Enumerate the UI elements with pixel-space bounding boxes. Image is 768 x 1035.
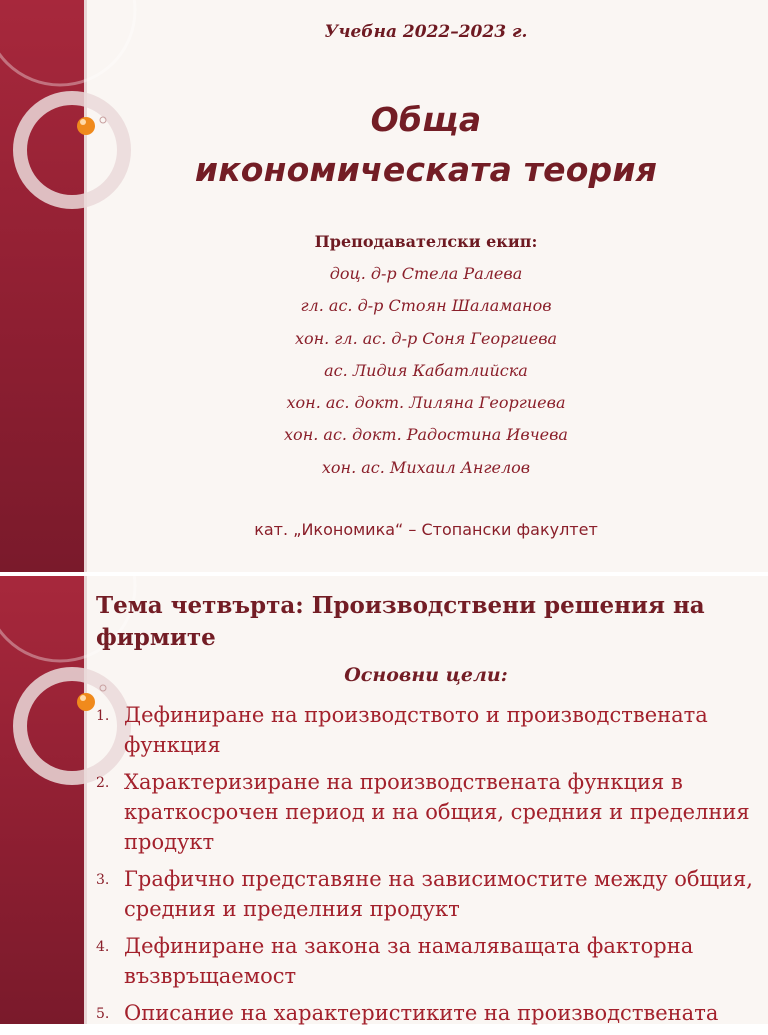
goal-text: Характеризиране на производствената функция в краткосрочен период и на общия, средния и пределния продукт — [124, 770, 750, 854]
team-member: гл. ас. д-р Стоян Шаламанов — [300, 296, 552, 316]
course-title-line-2: икономическата теория — [194, 150, 658, 189]
goal-text: Дефиниране на закона за намаляващата факторна възвръщаемост — [124, 934, 694, 988]
goals-heading: Основни цели: — [344, 664, 508, 686]
goal-item — [96, 700, 756, 760]
team-member: хон. ас. докт. Радостина Ивчева — [284, 425, 568, 445]
team-member: доц. д-р Стела Ралева — [329, 264, 523, 283]
goal-number: 2. — [96, 775, 110, 791]
goal-item — [96, 931, 756, 991]
orange-dot-decoration — [77, 693, 95, 711]
goal-number: 3. — [96, 872, 110, 888]
academic-year: Учебна 2022–2023 г. — [324, 22, 528, 42]
topic-title: Тема четвърта: Производствени решения на фирмите — [96, 592, 705, 651]
goal-text: Описание на характеристиките на производствената — [124, 1001, 719, 1025]
goal-number: 1. — [96, 708, 110, 724]
goal-number: 4. — [96, 939, 110, 955]
team-list — [84, 258, 768, 484]
team-member: хон. гл. ас. д-р Соня Георгиева — [294, 328, 558, 348]
team-member: хон. ас. докт. Лиляна Георгиева — [286, 393, 566, 413]
goal-text: Графично представяне на зависимостите между общия, средния и пределния продукт — [124, 867, 753, 921]
team-member: ас. Лидия Кабатлийска — [324, 360, 528, 380]
goal-number: 5. — [96, 1006, 110, 1022]
goals-list — [96, 700, 756, 1035]
team-label: Преподавателски екип: — [314, 232, 538, 251]
ring-outline-decoration — [0, 0, 135, 85]
department: кат. „Икономика“ – Стопански факултет — [254, 520, 598, 539]
course-title-line-1: Обща — [370, 100, 482, 139]
orange-dot-highlight — [80, 695, 86, 701]
goal-item — [96, 864, 756, 924]
goal-item — [96, 767, 756, 857]
goal-text: Дефиниране на производството и производствената функция — [124, 703, 708, 757]
team-member: хон. ас. Михаил Ангелов — [321, 457, 531, 477]
